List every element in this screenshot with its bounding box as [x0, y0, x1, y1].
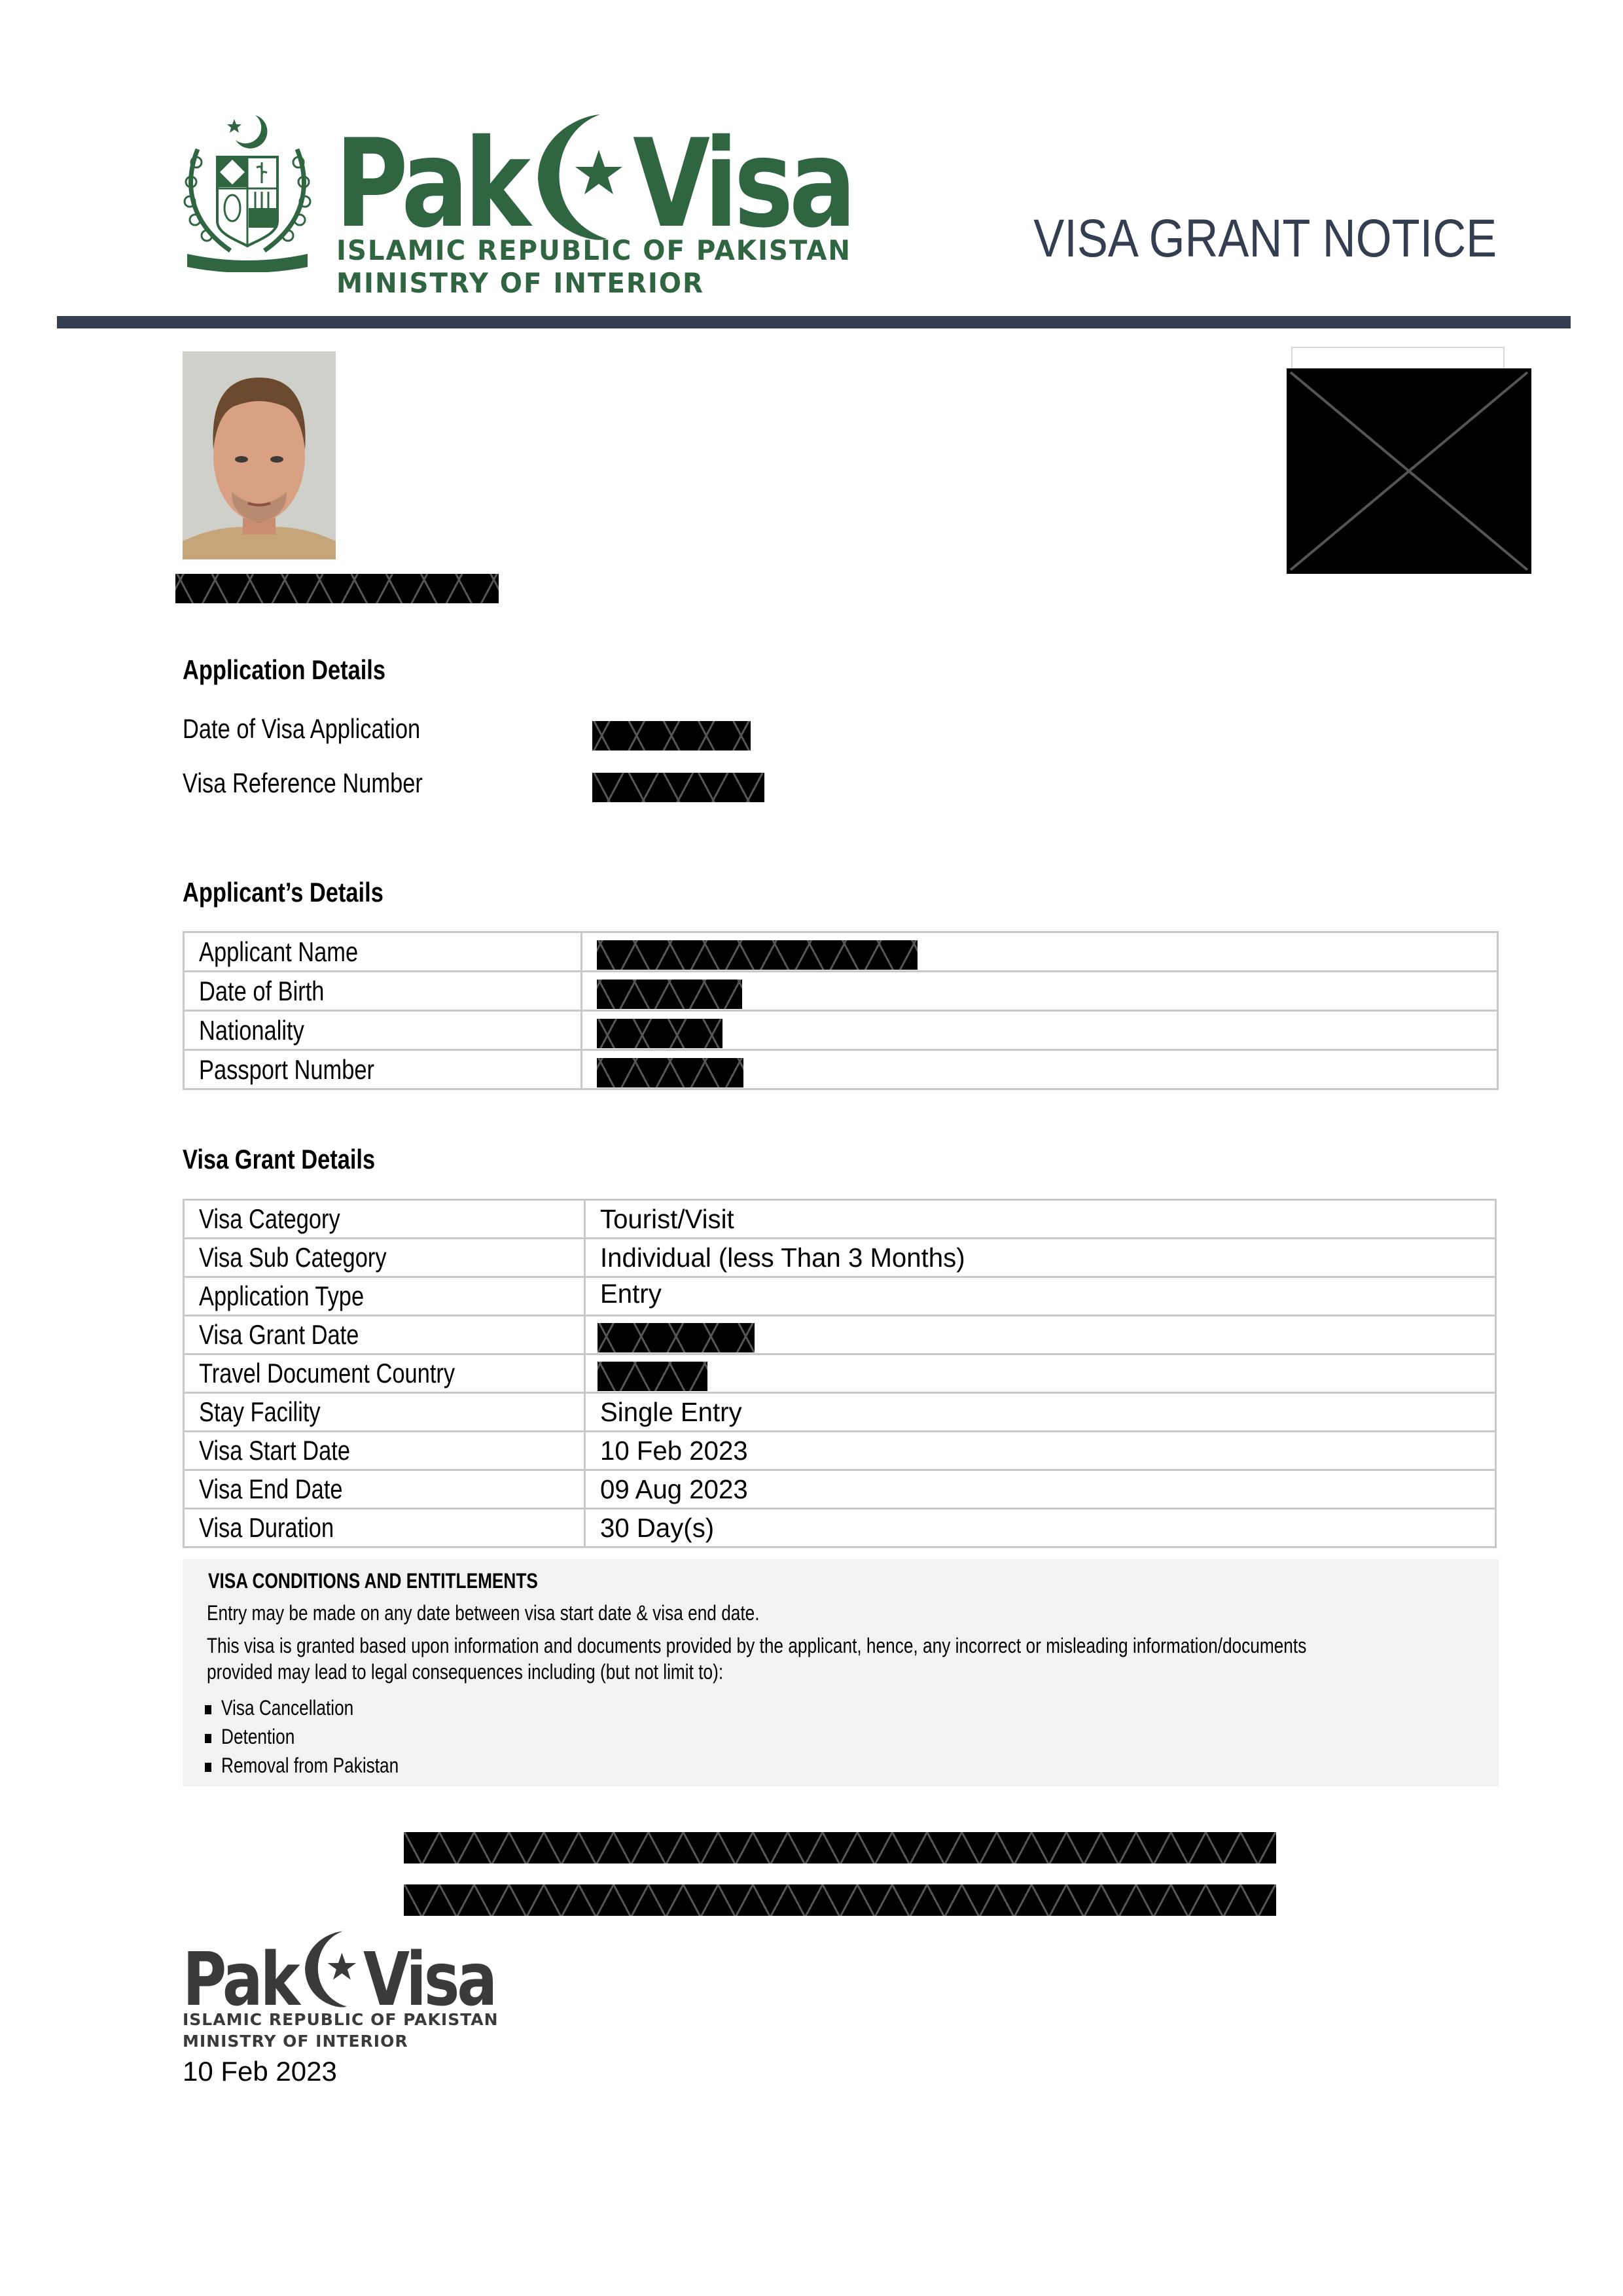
applicant-details-title: Applicant’s Details — [183, 877, 383, 908]
stay-facility-label: Stay Facility — [199, 1396, 321, 1427]
conditions-legal-text-2: provided may lead to legal consequences including (but not limit to): — [207, 1660, 724, 1684]
footer-brand-word-left: Pak — [183, 1937, 298, 2022]
redacted-signatory-line-1 — [404, 1832, 1276, 1863]
table-row — [184, 1239, 1496, 1277]
visa-category-value: Tourist/Visit — [600, 1203, 734, 1234]
table-row — [184, 1470, 1496, 1509]
redacted-nationality — [597, 1019, 722, 1048]
redacted-visa-reference — [592, 773, 764, 802]
brand-ministry: MINISTRY OF INTERIOR — [336, 267, 704, 299]
redacted-visa-grant-date — [597, 1323, 755, 1352]
visa-grant-details-title: Visa Grant Details — [183, 1144, 376, 1174]
visa-start-date-value: 10 Feb 2023 — [600, 1435, 748, 1466]
consequence-item: Removal from Pakistan — [221, 1754, 399, 1777]
visa-duration-value: 30 Day(s) — [600, 1512, 715, 1543]
bullet-icon — [205, 1734, 211, 1743]
redacted-travel-document-country — [597, 1362, 707, 1391]
brand-word-right: Visa — [633, 113, 853, 255]
conditions-entry-text: Entry may be made on any date between visa start date & visa end date. — [207, 1601, 760, 1625]
applicant-details-table — [183, 931, 1499, 1090]
table-row — [184, 972, 1498, 1011]
application-type-label: Application Type — [199, 1280, 365, 1311]
redacted-date-of-birth — [597, 980, 742, 1009]
visa-grant-details-table — [183, 1199, 1497, 1548]
applicant-photo — [183, 351, 336, 559]
footer-brand-word-right: Visa — [363, 1937, 495, 2022]
date-of-birth-label: Date of Birth — [199, 975, 325, 1006]
redacted-applicant-name-value — [597, 940, 918, 970]
header-divider — [57, 316, 1571, 328]
redacted-signatory-line-2 — [404, 1884, 1276, 1916]
redacted-date-of-application — [592, 721, 751, 751]
redacted-applicant-name — [175, 574, 499, 603]
brand-country: ISLAMIC REPUBLIC OF PAKISTAN — [336, 234, 851, 266]
visa-reference-label: Visa Reference Number — [183, 768, 423, 798]
state-emblem-icon — [178, 110, 317, 272]
redacted-passport-number — [597, 1058, 743, 1087]
conditions-legal-text-1: This visa is granted based upon information and documents provided by the applicant, hence, any incorrect or misleading information/documents — [207, 1634, 1307, 1657]
passport-number-label: Passport Number — [199, 1053, 374, 1085]
table-row — [184, 1050, 1498, 1089]
applicant-name-label: Applicant Name — [199, 936, 359, 967]
table-row — [184, 1432, 1496, 1470]
issue-date: 10 Feb 2023 — [183, 2056, 337, 2087]
table-row — [184, 1011, 1498, 1050]
visa-grant-date-label: Visa Grant Date — [199, 1319, 359, 1350]
visa-end-date-value: 09 Aug 2023 — [600, 1474, 748, 1504]
visa-end-date-label: Visa End Date — [199, 1474, 343, 1504]
bullet-icon — [205, 1705, 211, 1714]
table-row — [184, 1316, 1496, 1354]
table-row — [184, 1509, 1496, 1547]
page-title: VISA GRANT NOTICE — [1033, 209, 1497, 268]
application-type-value: Entry — [600, 1279, 662, 1309]
stay-facility-value: Single Entry — [600, 1396, 742, 1427]
consequence-item: Visa Cancellation — [221, 1696, 354, 1720]
crescent-star-icon — [522, 113, 646, 244]
table-row — [184, 932, 1498, 972]
visa-duration-label: Visa Duration — [199, 1512, 334, 1543]
visa-sub-category-label: Visa Sub Category — [199, 1242, 387, 1273]
visa-category-label: Visa Category — [199, 1203, 340, 1234]
footer-pakvisa-logo — [183, 1930, 523, 2055]
redacted-qr-code — [1287, 368, 1531, 574]
table-row — [184, 1277, 1496, 1316]
bullet-icon — [205, 1763, 211, 1772]
visa-sub-category-value: Individual (less Than 3 Months) — [600, 1242, 965, 1273]
footer-crescent-star-icon — [295, 1930, 370, 2010]
consequence-item: Detention — [221, 1725, 295, 1748]
conditions-title: VISA CONDITIONS AND ENTITLEMENTS — [208, 1569, 538, 1593]
table-row — [184, 1354, 1496, 1393]
footer-brand-ministry: MINISTRY OF INTERIOR — [183, 2032, 408, 2051]
visa-start-date-label: Visa Start Date — [199, 1435, 350, 1466]
table-row — [184, 1393, 1496, 1432]
nationality-label: Nationality — [199, 1014, 304, 1046]
pakvisa-logo — [335, 110, 853, 306]
footer-brand-country: ISLAMIC REPUBLIC OF PAKISTAN — [183, 2010, 499, 2029]
table-row — [184, 1200, 1496, 1239]
date-of-application-label: Date of Visa Application — [183, 713, 421, 744]
brand-word-left: Pak — [335, 113, 527, 255]
travel-document-country-label: Travel Document Country — [199, 1358, 455, 1388]
application-details-title: Application Details — [183, 654, 386, 685]
